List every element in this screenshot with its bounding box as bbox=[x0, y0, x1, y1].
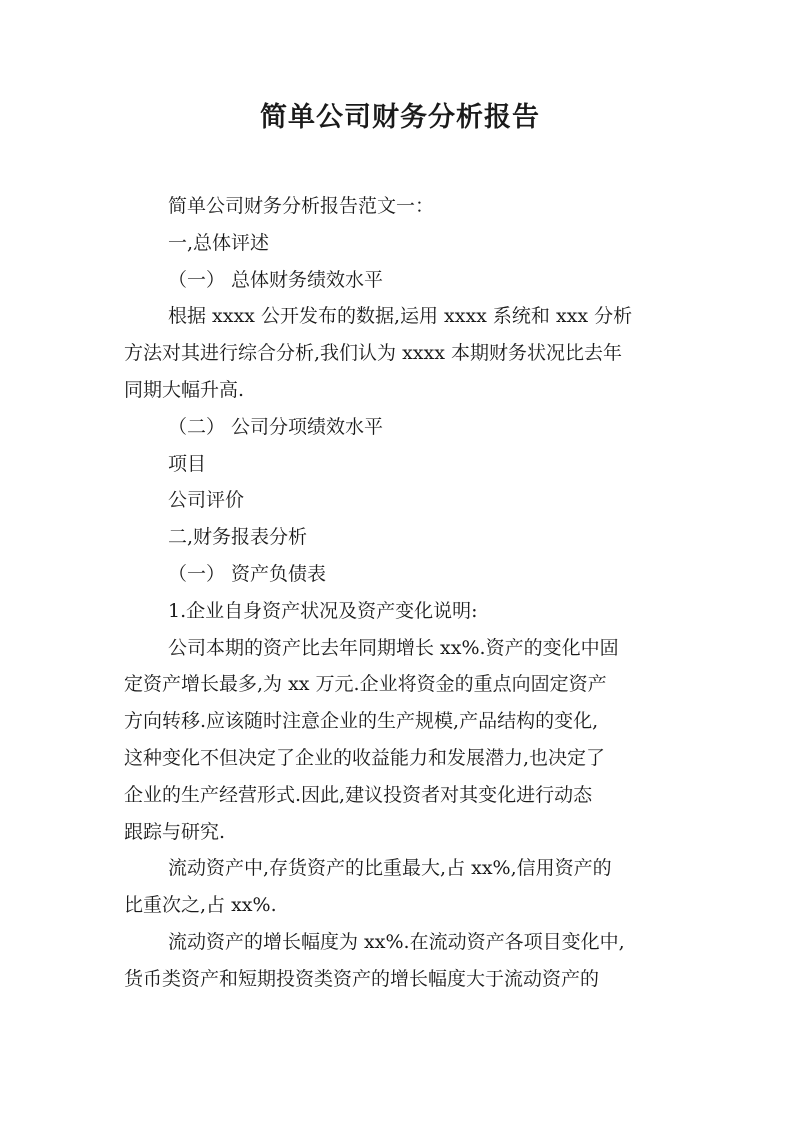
document-title: 简单公司财务分析报告 bbox=[260, 102, 540, 133]
paragraph-line: 企业的生产经营形式.因此,建议投资者对其变化进行动态 bbox=[124, 783, 593, 806]
paragraph-line: 比重次之,占 xx%. bbox=[124, 894, 277, 917]
subsection-heading-1-2: （二） 公司分项绩效水平 bbox=[168, 415, 384, 438]
paragraph-line: 流动资产的增长幅度为 xx%.在流动资产各项目变化中, bbox=[168, 930, 625, 953]
section-heading-1: 一,总体评述 bbox=[168, 231, 270, 254]
numbered-heading: 1.企业自身资产状况及资产变化说明: bbox=[168, 599, 478, 622]
paragraph-line: 公司本期的资产比去年同期增长 xx%.资产的变化中固 bbox=[168, 636, 619, 659]
paragraph-line: 货币类资产和短期投资类资产的增长幅度大于流动资产的 bbox=[124, 967, 600, 990]
paragraph-line: 这种变化不但决定了企业的收益能力和发展潜力,也决定了 bbox=[124, 746, 606, 769]
paragraph-line: 流动资产中,存货资产的比重最大,占 xx%,信用资产的 bbox=[168, 857, 612, 880]
document-body bbox=[124, 188, 684, 998]
paragraph-line: 跟踪与研究. bbox=[124, 820, 226, 843]
item-label: 公司评价 bbox=[168, 489, 245, 512]
intro-line: 简单公司财务分析报告范文一： bbox=[168, 195, 435, 217]
paragraph-line: 根据 xxxx 公开发布的数据,运用 xxxx 系统和 xxx 分析 bbox=[168, 305, 633, 328]
item-label: 项目 bbox=[168, 452, 207, 475]
paragraph-line: 方向转移.应该随时注意企业的生产规模,产品结构的变化, bbox=[124, 710, 599, 733]
paragraph-line: 同期大幅升高. bbox=[124, 378, 245, 401]
paragraph-line: 定资产增长最多,为 xx 万元.企业将资金的重点向固定资产 bbox=[124, 673, 607, 696]
section-heading-2: 二,财务报表分析 bbox=[168, 526, 308, 549]
subsection-heading-1-1: （一） 总体财务绩效水平 bbox=[168, 268, 384, 291]
paragraph-line: 方法对其进行综合分析,我们认为 xxxx 本期财务状况比去年 bbox=[124, 342, 622, 365]
subsection-heading-2-1: （一） 资产负债表 bbox=[168, 562, 327, 585]
